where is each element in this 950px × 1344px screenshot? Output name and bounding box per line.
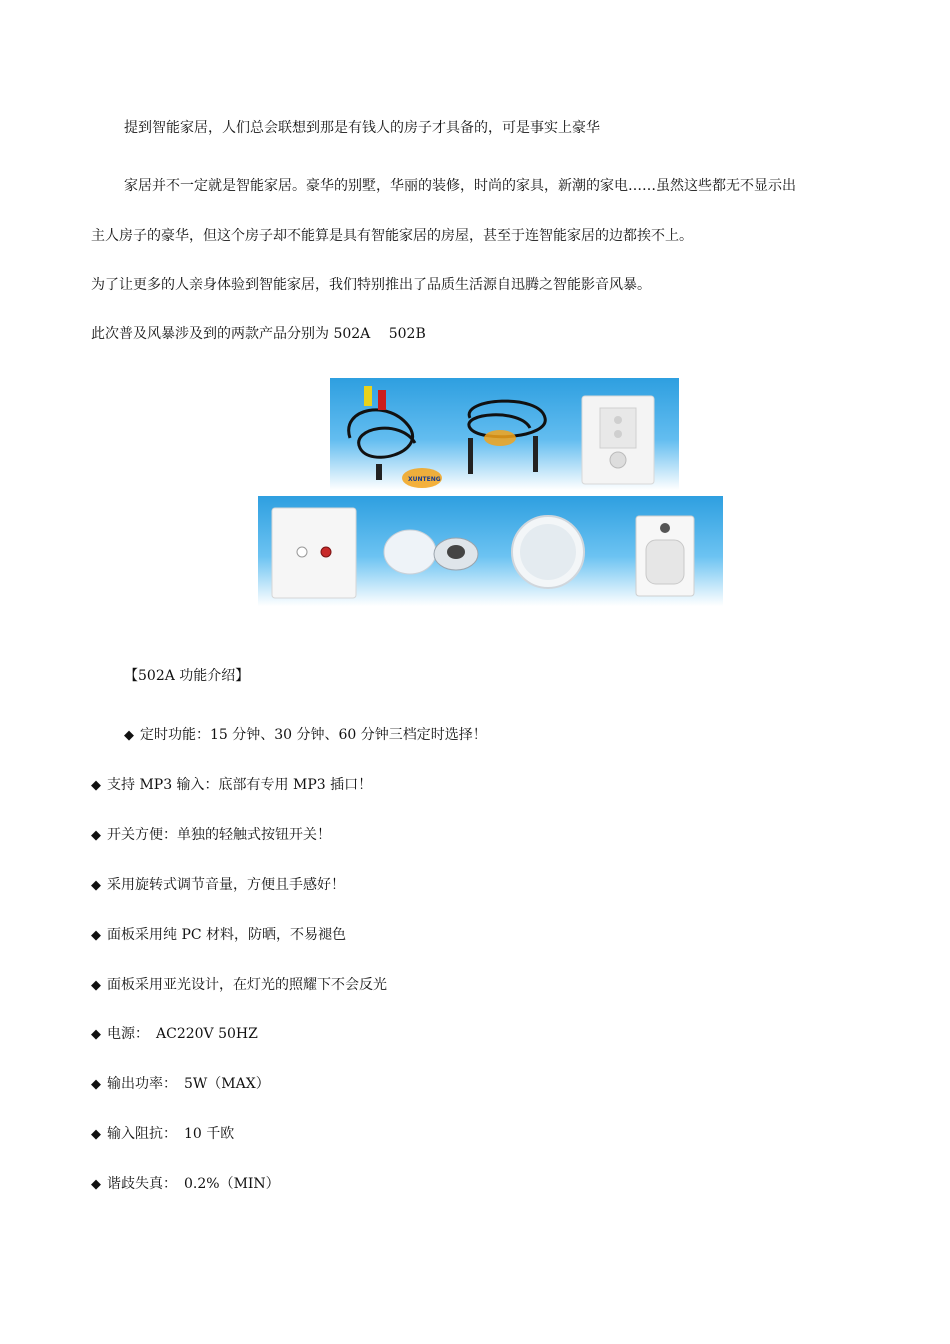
wall-speaker-icon <box>636 516 694 596</box>
audio-cable-icon <box>468 401 545 474</box>
bullet-icon: ◆ <box>91 928 101 943</box>
bullet-icon: ◆ <box>91 778 101 793</box>
feature-item: ◆ 面板采用亚光设计，在灯光的照耀下不会反光 <box>91 977 387 993</box>
feature-item: ◆ 输出功率： 5W（MAX） <box>91 1076 270 1092</box>
product-image-top <box>330 378 679 490</box>
intro-paragraph-3: 主人房子的豪华，但这个房子却不能算是具有智能家居的房屋，甚至于连智能家居的边都挨不上。 <box>91 228 693 244</box>
wall-socket-panel-icon <box>272 508 356 598</box>
feature-item: ◆ 开关方便：单独的轻触式按钮开关！ <box>91 827 331 843</box>
ceiling-speaker-icon <box>384 530 478 574</box>
bullet-icon: ◆ <box>91 828 101 843</box>
feature-item: ◆ 输入阻抗： 10 千欧 <box>91 1126 235 1142</box>
feature-item: ◆ 支持 MP3 输入：底部有专用 MP3 插口！ <box>91 777 373 793</box>
feature-item: ◆ 面板采用纯 PC 材料，防晒，不易褪色 <box>91 927 347 943</box>
product-image-bottom <box>258 496 723 606</box>
xunteng-logo-icon <box>402 468 442 488</box>
bullet-icon: ◆ <box>124 728 134 743</box>
wall-control-panel-icon <box>582 396 654 484</box>
bullet-icon: ◆ <box>91 978 101 993</box>
bullet-icon: ◆ <box>91 1027 101 1042</box>
svg-text:XUNTENG: XUNTENG <box>408 476 441 483</box>
bullet-icon: ◆ <box>91 878 101 893</box>
bullet-icon: ◆ <box>91 1077 101 1092</box>
intro-paragraph-5: 此次普及风暴涉及到的两款产品分别为 502A 502B <box>91 326 426 342</box>
bullet-icon: ◆ <box>91 1127 101 1142</box>
intro-paragraph-2: 家居并不一定就是智能家居。豪华的别墅，华丽的装修，时尚的家具，新潮的家电……虽然这些都无不显示出 <box>124 178 796 194</box>
feature-item: ◆ 电源： AC220V 50HZ <box>91 1026 258 1042</box>
bullet-icon: ◆ <box>91 1177 101 1192</box>
feature-item: ◆ 谐歧失真： 0.2%（MIN） <box>91 1176 280 1192</box>
intro-paragraph-4: 为了让更多的人亲身体验到智能家居，我们特别推出了品质生活源自迅腾之智能影音风暴。 <box>91 277 651 293</box>
ceiling-speaker-round-icon <box>512 516 584 588</box>
feature-item: ◆ 定时功能：15 分钟、30 分钟、60 分钟三档定时选择！ <box>124 727 487 743</box>
feature-item: ◆ 采用旋转式调节音量，方便且手感好！ <box>91 877 345 893</box>
features-heading: 【502A 功能介绍】 <box>124 668 250 684</box>
audio-cable-icon <box>349 386 415 480</box>
intro-paragraph-1: 提到智能家居，人们总会联想到那是有钱人的房子才具备的，可是事实上豪华 <box>124 120 600 136</box>
